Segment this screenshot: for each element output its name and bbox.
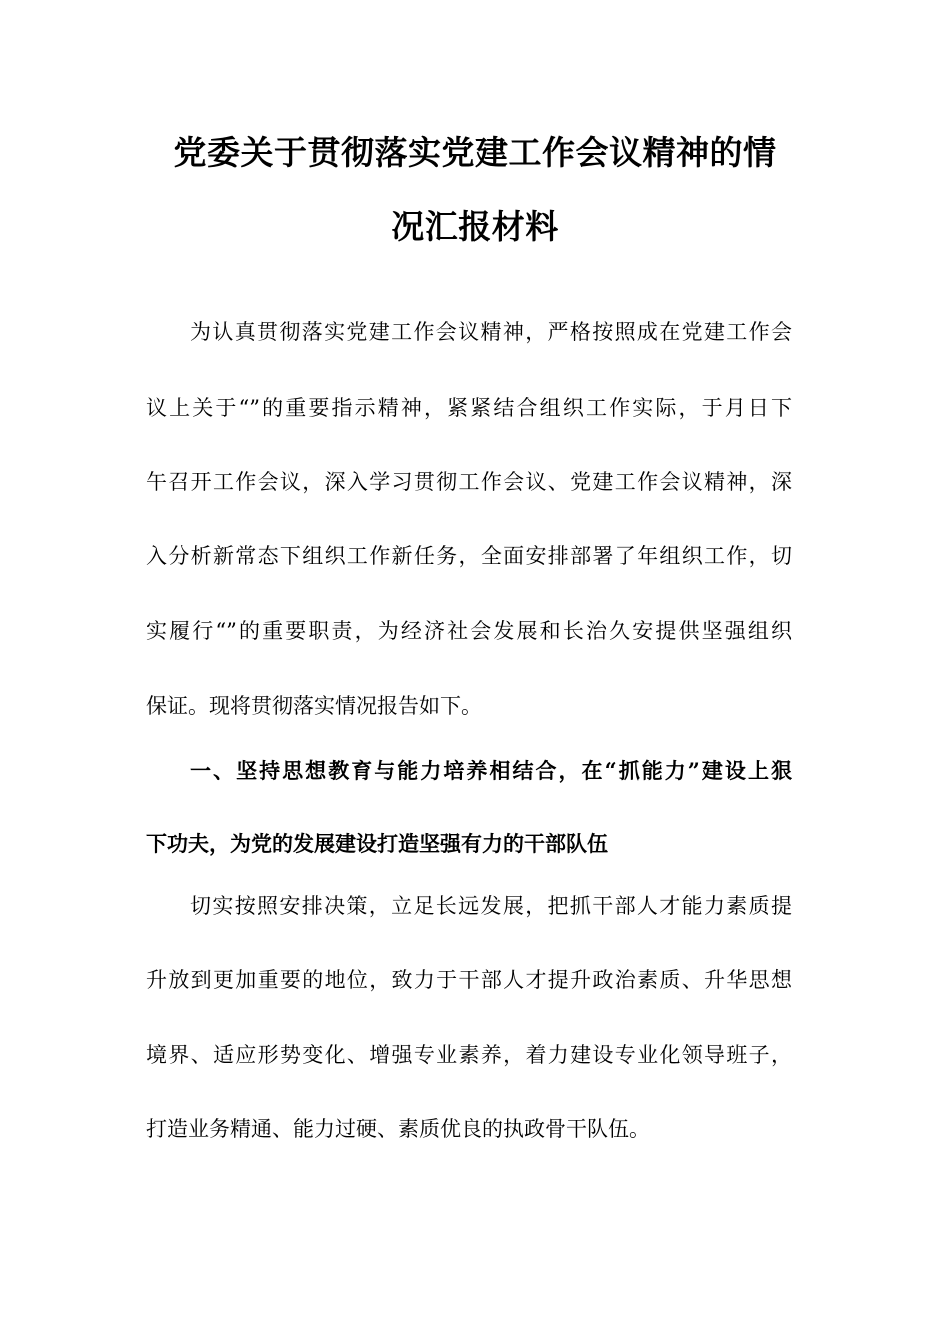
intro-line-2: 议上关于“”的重要指示精神，紧紧结合组织工作实际，于月日下 — [146, 396, 792, 420]
intro-line-4: 入分析新常态下组织工作新任务，全面安排部署了年组织工作，切 — [146, 544, 792, 568]
section-1-body-line-1: 切实按照安排决策，立足长远发展，把抓干部人才能力素质提 — [190, 894, 792, 918]
section-1-body-line-4: 打造业务精通、能力过硬、素质优良的执政骨干队伍。 — [146, 1117, 650, 1141]
intro-line-1: 为认真贯彻落实党建工作会议精神，严格按照成在党建工作会 — [190, 320, 792, 344]
document-title-line-1: 党委关于贯彻落实党建工作会议精神的情 — [173, 133, 777, 172]
section-1-body-line-3: 境界、适应形势变化、增强专业素养，着力建设专业化领导班子， — [146, 1043, 792, 1067]
intro-line-5: 实履行“”的重要职责，为经济社会发展和长治久安提供坚强组织 — [146, 619, 792, 643]
document-title-line-2: 况汇报材料 — [391, 207, 559, 246]
section-1-heading-line-2: 下功夫，为党的发展建设打造坚强有力的干部队伍 — [146, 831, 608, 856]
intro-line-6: 保证。现将贯彻落实情况报告如下。 — [146, 694, 482, 718]
intro-line-3: 午召开工作会议，深入学习贯彻工作会议、党建工作会议精神，深 — [146, 470, 792, 494]
section-1-heading-line-1: 一、坚持思想教育与能力培养相结合，在“抓能力”建设上狠 — [190, 758, 792, 783]
section-1-body-line-2: 升放到更加重要的地位，致力于干部人才提升政治素质、升华思想 — [146, 968, 792, 992]
